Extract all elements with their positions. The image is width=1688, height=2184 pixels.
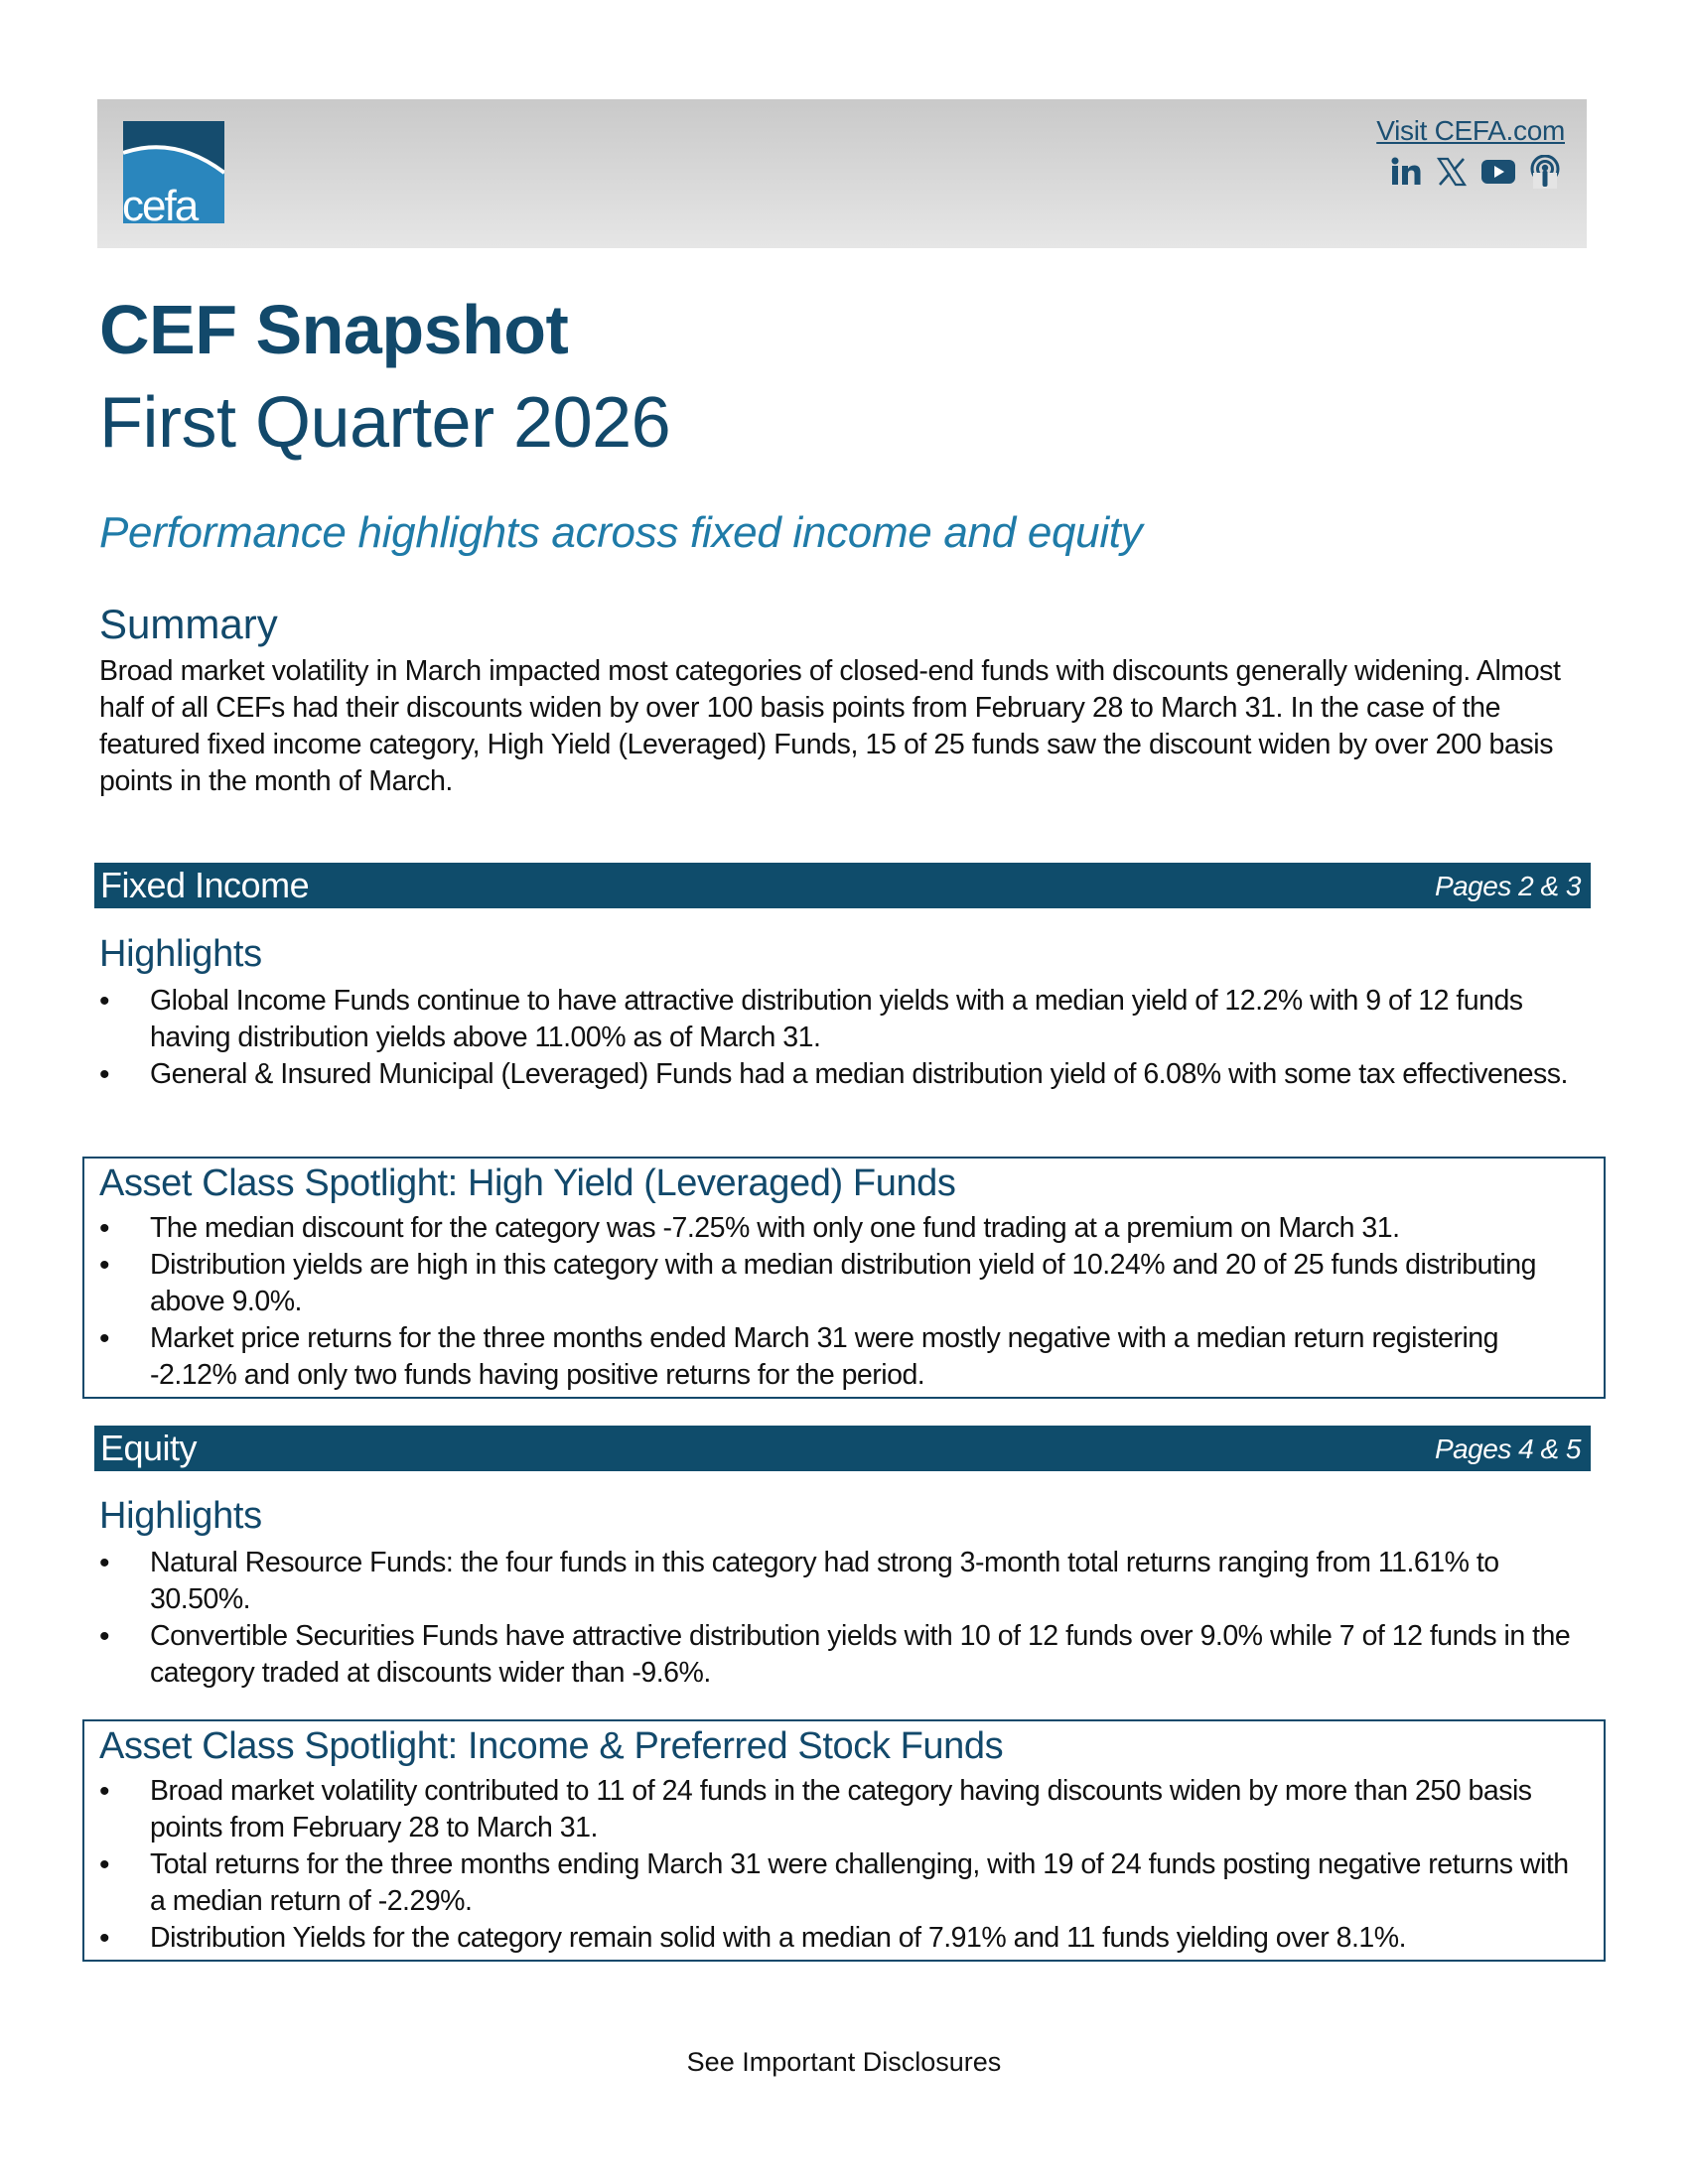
list-item: • Total returns for the three months ending March 31 were challenging, with 19 of 24 funds posting negative returns with a median return of -2.29%. [99,1846,1589,1920]
spotlight-list [99,1773,1589,1957]
equity-spotlight-box [82,1719,1606,1962]
visit-cefa-link[interactable]: Visit CEFA.com [1376,115,1565,146]
list-item: • Global Income Funds continue to have attractive distribution yields with a median yield of 12.2% with 9 of 12 funds having distribution yields above 11.00% as of March 31. [99,983,1589,1056]
social-links [1390,155,1561,189]
tagline: Performance highlights across fixed income and equity [99,508,1143,557]
linkedin-icon[interactable] [1390,155,1422,189]
fixed-income-highlights-heading: Highlights [99,933,262,975]
x-icon[interactable] [1436,155,1468,189]
list-item: • Broad market volatility contributed to 11 of 24 funds in the category having discounts widen by more than 250 basis points from February 28 to March 31. [99,1773,1589,1846]
section-label: Equity [100,1428,198,1468]
cefa-logo[interactable] [123,121,224,223]
fixed-income-section-bar [94,863,1591,908]
section-label: Fixed Income [100,865,310,905]
equity-highlights-list [99,1545,1589,1692]
summary-text: Broad market volatility in March impacted most categories of closed-end funds with discounts generally widening. Almost half of all CEFs had their discounts widen by over 100 basis points from February 28 to March 31. In the case of the featured fixed income category, High Yield (Leveraged) Funds, 15 of 25 funds saw the discount widen by over 200 basis points in the month of March. [99,655,1561,797]
list-item: • Distribution yields are high in this category with a median distribution yield of 10.24% and 20 of 25 funds distributing above 9.0%. [99,1247,1589,1320]
list-item: • Market price returns for the three months ended March 31 were mostly negative with a median return registering -2.12% and only two funds having positive returns for the period. [99,1320,1589,1394]
youtube-icon[interactable] [1481,155,1515,189]
list-item: • General & Insured Municipal (Leveraged) Funds had a median distribution yield of 6.08% with some tax effectiveness. [99,1056,1589,1093]
summary-heading: Summary [99,601,278,647]
logo-text: cefa [123,182,198,223]
section-pages: Pages 4 & 5 [1434,1433,1581,1464]
page-title: CEF Snapshot [99,291,569,368]
list-item: • Distribution Yields for the category remain solid with a median of 7.91% and 11 funds yielding over 8.1%. [99,1920,1589,1957]
equity-section-bar [94,1426,1591,1471]
page-subtitle: First Quarter 2026 [99,383,671,463]
fixed-income-spotlight-box [82,1157,1606,1399]
spotlight-title: Asset Class Spotlight: High Yield (Leveraged) Funds [99,1162,956,1204]
header-banner [97,99,1587,248]
spotlight-title: Asset Class Spotlight: Income & Preferred Stock Funds [99,1725,1004,1767]
spotlight-list [99,1210,1589,1394]
podcast-icon[interactable] [1529,155,1561,189]
disclosures-footer: See Important Disclosures [686,2047,1002,2077]
fixed-income-highlights-list [99,983,1589,1093]
list-item: • Natural Resource Funds: the four funds in this category had strong 3-month total returns ranging from 11.61% to 30.50%. [99,1545,1589,1618]
equity-highlights-heading: Highlights [99,1495,262,1537]
list-item: • Convertible Securities Funds have attractive distribution yields with 10 of 12 funds over 9.0% while 7 of 12 funds in the category traded at discounts wider than -9.6%. [99,1618,1589,1692]
list-item: • The median discount for the category was -7.25% with only one fund trading at a premium on March 31. [99,1210,1589,1247]
section-pages: Pages 2 & 3 [1434,871,1581,901]
